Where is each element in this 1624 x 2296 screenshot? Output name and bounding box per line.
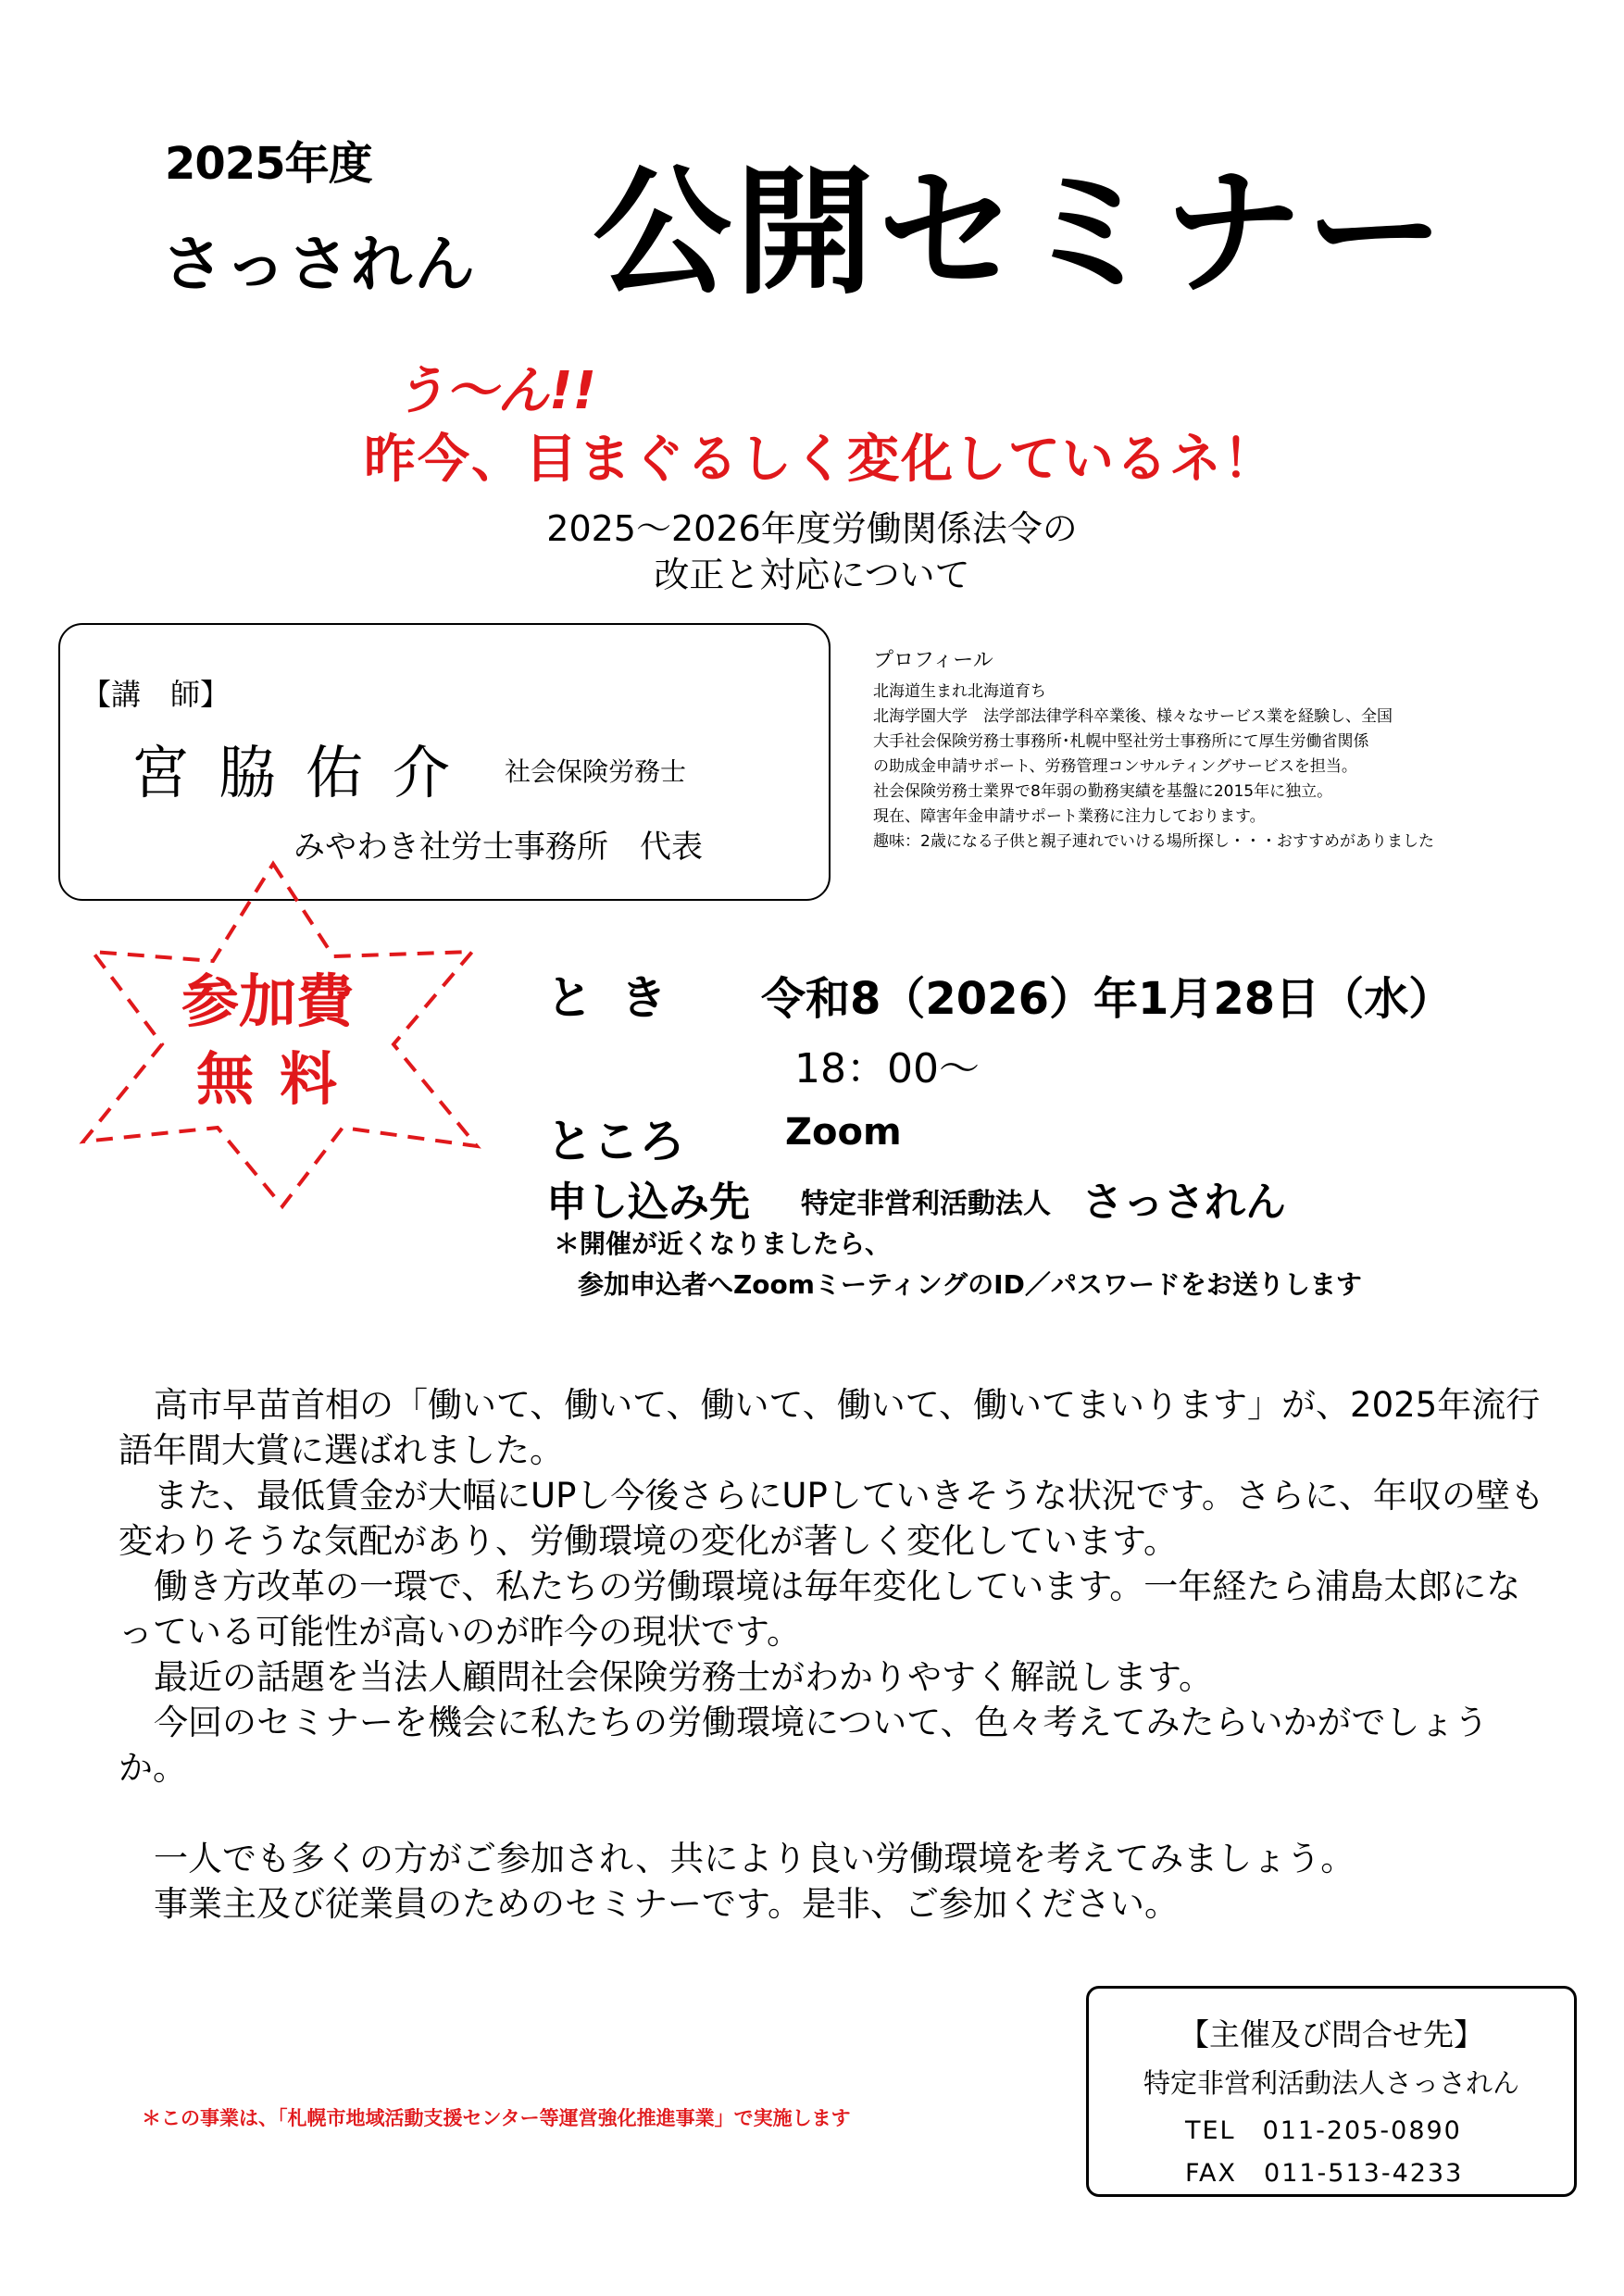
profile-heading: プロフィール [873,649,993,672]
profile-line: 北海道生まれ北海道育ち [873,682,1046,701]
fee-free: 無料 [196,1045,364,1113]
lecturer-profile [873,646,1434,855]
body-paragraph: また、最低賃金が大幅にUPし今後さらにUPしていきそうな状況です。さらに、年収の壁も変わりそうな気配があり、労働環境の変化が著しく変化しています。 [119,1476,1544,1561]
profile-line: 現在、障害年金申請サポート業務に注力しております。 [873,807,1266,826]
contact-org: 特定非営利活動法人さっされん [1143,2067,1519,2099]
profile-line: 大手社会保険労務士事務所･札幌中堅社労士事務所にて厚生労働省関係 [873,732,1369,751]
date-value: 令和8（2026）年1月28日（水） [761,973,1454,1025]
profile-line: の助成金申請サポート、労務管理コンサルティングサービスを担当。 [873,757,1357,776]
lecturer-title: 社会保険労務士 [505,756,687,787]
footnote: ＊この事業は、「札幌市地域活動支援センター等運営強化推進事業」で実施します [142,2107,851,2129]
page-title: 公開セミナー [593,153,1449,314]
place-value: Zoom [785,1111,902,1154]
body-text [119,1382,1544,1927]
apply-label: 申し込み先 [546,1179,750,1226]
closing-paragraph: 一人でも多くの方がご参加され、共により良い労働環境を考えてみましょう。 [154,1839,1355,1878]
lecturer-name: 宮脇佑介 [131,739,481,806]
body-paragraph: 高市早苗首相の「働いて、働いて、働いて、働いて、働いてまいります」が、2025年流行語年間大賞に選ばれました。 [119,1385,1541,1470]
place-label: ところ [546,1115,685,1168]
date-label: とき [546,971,694,1025]
profile-line: 社会保険労務士業界で8年弱の勤務実績を基盤に2015年に独立。 [873,782,1333,801]
contact-title: 【主催及び問合せ先】 [1179,2016,1484,2053]
time-value: 18：00～ [794,1045,980,1092]
body-paragraph: 最近の話題を当法人顧問社会保険労務士がわかりやすく解説します。 [154,1657,1214,1697]
seminar-subtitle-1: 2025～2026年度労働関係法令の [546,508,1078,549]
zoom-note-1: ＊開催が近くなりましたら、 [554,1229,892,1259]
seminar-subtitle-2: 改正と対応について [654,555,970,595]
zoom-note-2: 参加申込者へZoomミーティングのID／パスワードをお送りします [578,1269,1362,1300]
lecturer-label: 【講 師】 [81,677,231,712]
profile-line: 趣味：2歳になる子供と親子連れでいける場所探し・・・おすすめがありました [873,832,1434,851]
contact-fax: FAX 011-513-4233 [1185,2159,1464,2188]
apply-org-prefix: 特定非営利活動法人 [801,1188,1051,1220]
catch-line-2: 昨今、目まぐるしく変化しているネ！ [364,430,1277,490]
apply-org-name: さっされん [1082,1179,1286,1226]
lecturer-office: みやわき社労士事務所 代表 [294,829,703,866]
profile-line: 北海学園大学 法学部法律学科卒業後、様々なサービス業を経験し、全国 [873,707,1393,726]
organization-name: さっされん [162,229,477,300]
contact-tel: TEL 011-205-0890 [1185,2116,1462,2145]
closing-paragraph: 事業主及び従業員のためのセミナーです。是非、ご参加ください。 [154,1884,1180,1924]
year-label: 2025年度 [165,138,372,190]
body-paragraph: 働き方改革の一環で、私たちの労働環境は毎年変化しています。一年経たら浦島太郎になっている可能性が高いのが昨今の現状です。 [119,1566,1521,1652]
catch-line-1: う～ん!! [394,361,597,421]
body-paragraph: 今回のセミナーを機会に私たちの労働環境について、色々考えてみたらいかがでしょうか。 [119,1703,1489,1788]
fee-label: 参加費 [181,967,355,1035]
paragraph-gap [119,1791,1544,1836]
